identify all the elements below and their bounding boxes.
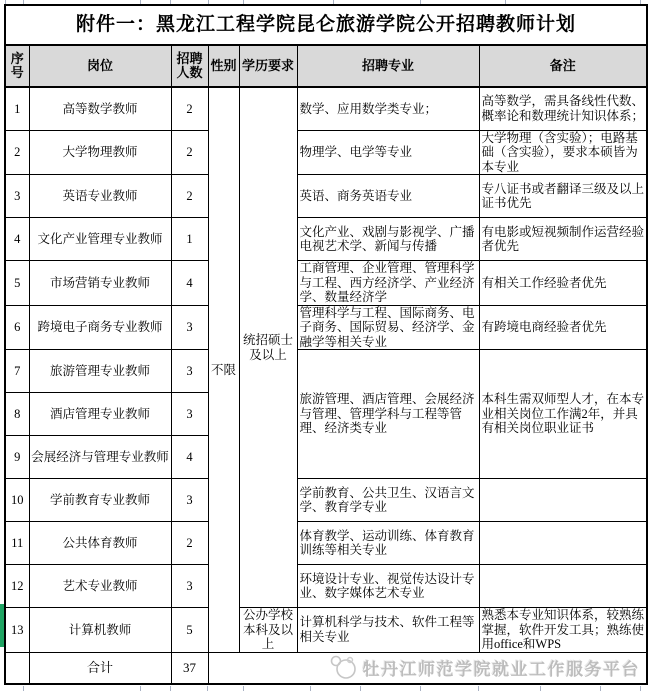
cell-major: 文化产业、戏剧与影视学、广播电视艺术学、新闻与传播 [297, 218, 479, 261]
watermark-text: 牡丹江师范学院就业工作服务平台 [362, 659, 640, 679]
cell-count: 4 [171, 436, 208, 479]
table-title: 附件一：黑龙江工程学院昆仑旅游学院公开招聘教师计划 [5, 5, 647, 45]
gridline-tick [207, 686, 208, 691]
table-row [5, 350, 647, 393]
gridline-tick [310, 686, 311, 691]
cell-index: 6 [5, 305, 29, 350]
cell-post: 酒店管理专业教师 [29, 393, 171, 436]
table-row [5, 175, 647, 218]
cell-index: 3 [5, 175, 29, 218]
table-row [5, 608, 647, 653]
cell-major: 学前教育、公共卫生、汉语言文学、教育学专业 [297, 479, 479, 522]
cell-count: 4 [171, 261, 208, 306]
cell-count: 2 [171, 87, 208, 130]
header-edu: 学历要求 [239, 45, 297, 87]
recruitment-plan-table [4, 4, 648, 685]
cell-note: 高等数学，需具备线性代数、概率论和数理统计知识体系； [479, 87, 647, 130]
header-note: 备注 [479, 45, 647, 87]
cell-count: 2 [171, 175, 208, 218]
cell-count: 1 [171, 218, 208, 261]
cell-post: 会展经济与管理专业教师 [29, 436, 171, 479]
cell-index: 9 [5, 436, 29, 479]
header-count: 招聘人数 [171, 45, 208, 87]
table-row [5, 218, 647, 261]
cell-post: 学前教育专业教师 [29, 479, 171, 522]
table-row [5, 130, 647, 175]
cell-total-index-empty [5, 652, 29, 684]
cell-index: 7 [5, 350, 29, 393]
cell-major: 物理学、电学等专业 [297, 130, 479, 175]
cell-note: 大学物理（含实验）；电路基础（含实验），要求本硕皆为本专业 [479, 130, 647, 175]
cell-index: 12 [5, 565, 29, 608]
cell-major: 工商管理、企业管理、管理科学与工程、西方经济学、产业经济学、数量经济学 [297, 261, 479, 306]
cell-note [479, 565, 647, 608]
header-row [5, 45, 647, 87]
cell-total-count: 37 [171, 652, 208, 684]
cell-post: 英语专业教师 [29, 175, 171, 218]
cell-edu-bachelor: 公办学校本科及以上 [239, 608, 297, 653]
cell-count: 3 [171, 479, 208, 522]
cell-note-merged: 本科生需双师型人才，在本专业相关岗位工作满2年，并具有相关岗位职业证书 [479, 350, 647, 479]
gridline-tick [170, 686, 171, 691]
cell-post: 艺术专业教师 [29, 565, 171, 608]
cell-edu-master-merged: 统招硕士及以上 [239, 87, 297, 608]
cell-note: 有相关工作经验者优先 [479, 261, 647, 306]
cell-post: 文化产业管理专业教师 [29, 218, 171, 261]
cell-note [479, 479, 647, 522]
gridline-tick [140, 686, 141, 691]
cell-count: 2 [171, 130, 208, 175]
gridline-tick [23, 686, 24, 691]
cell-count: 3 [171, 565, 208, 608]
gridline-tick [243, 686, 244, 691]
cell-count: 5 [171, 608, 208, 653]
cell-index: 1 [5, 87, 29, 130]
header-post: 岗位 [29, 45, 171, 87]
cell-note: 有跨境电商经验者优先 [479, 305, 647, 350]
table-row [5, 87, 647, 130]
cell-count: 3 [171, 305, 208, 350]
mascot-logo-icon [329, 654, 357, 680]
cell-major: 英语、商务英语专业 [297, 175, 479, 218]
table-row [5, 479, 647, 522]
cell-index: 2 [5, 130, 29, 175]
cell-post: 市场营销专业教师 [29, 261, 171, 306]
cell-post: 跨境电子商务专业教师 [29, 305, 171, 350]
cell-index: 4 [5, 218, 29, 261]
cell-index: 11 [5, 522, 29, 565]
header-gender: 性别 [208, 45, 239, 87]
cell-post: 计算机教师 [29, 608, 171, 653]
table-row [5, 305, 647, 350]
cell-post: 高等数学教师 [29, 87, 171, 130]
title-row [5, 5, 647, 45]
cell-index: 10 [5, 479, 29, 522]
cell-note: 专八证书或者翻译三级及以上证书优先 [479, 175, 647, 218]
gridline-tick [640, 686, 641, 691]
cell-count: 3 [171, 350, 208, 393]
watermark [329, 651, 641, 683]
cell-major: 数学、应用数学类专业； [297, 87, 479, 130]
gridline-tick [540, 686, 541, 691]
header-major: 招聘专业 [297, 45, 479, 87]
header-index: 序号 [5, 45, 29, 87]
gridline-tick [478, 686, 479, 691]
cell-index: 8 [5, 393, 29, 436]
cell-total-label: 合计 [29, 652, 171, 684]
table-row [5, 261, 647, 306]
cell-index: 5 [5, 261, 29, 306]
gridline-tick [360, 686, 361, 691]
table-row [5, 565, 647, 608]
cell-note [479, 522, 647, 565]
cell-note: 熟悉本专业知识体系，较熟练掌握，软件开发工具；熟练使用office和WPS [479, 608, 647, 653]
gridline-tick [600, 686, 601, 691]
cell-major: 计算机科学与技术、软件工程等相关专业 [297, 608, 479, 653]
cell-count: 3 [171, 393, 208, 436]
cell-major: 体育教学、运动训练、体育教育训练等相关专业 [297, 522, 479, 565]
table-row [5, 522, 647, 565]
cell-post: 公共体育教师 [29, 522, 171, 565]
cell-major-merged: 旅游管理、酒店管理、会展经济与管理、管理学科与工程等管理、经济类专业 [297, 350, 479, 479]
cell-count: 2 [171, 522, 208, 565]
cell-major: 管理科学与工程、国际商务、电子商务、国际贸易、经济学、金融学等相关专业 [297, 305, 479, 350]
cell-gender-merged: 不限 [208, 87, 239, 652]
gridline-tick [420, 686, 421, 691]
cell-index: 13 [5, 608, 29, 653]
cell-major: 环境设计专业、视觉传达设计专业、数字媒体艺术专业 [297, 565, 479, 608]
cell-note: 有电影或短视频制作运营经验者优先 [479, 218, 647, 261]
cell-post: 旅游管理专业教师 [29, 350, 171, 393]
cell-post: 大学物理教师 [29, 130, 171, 175]
